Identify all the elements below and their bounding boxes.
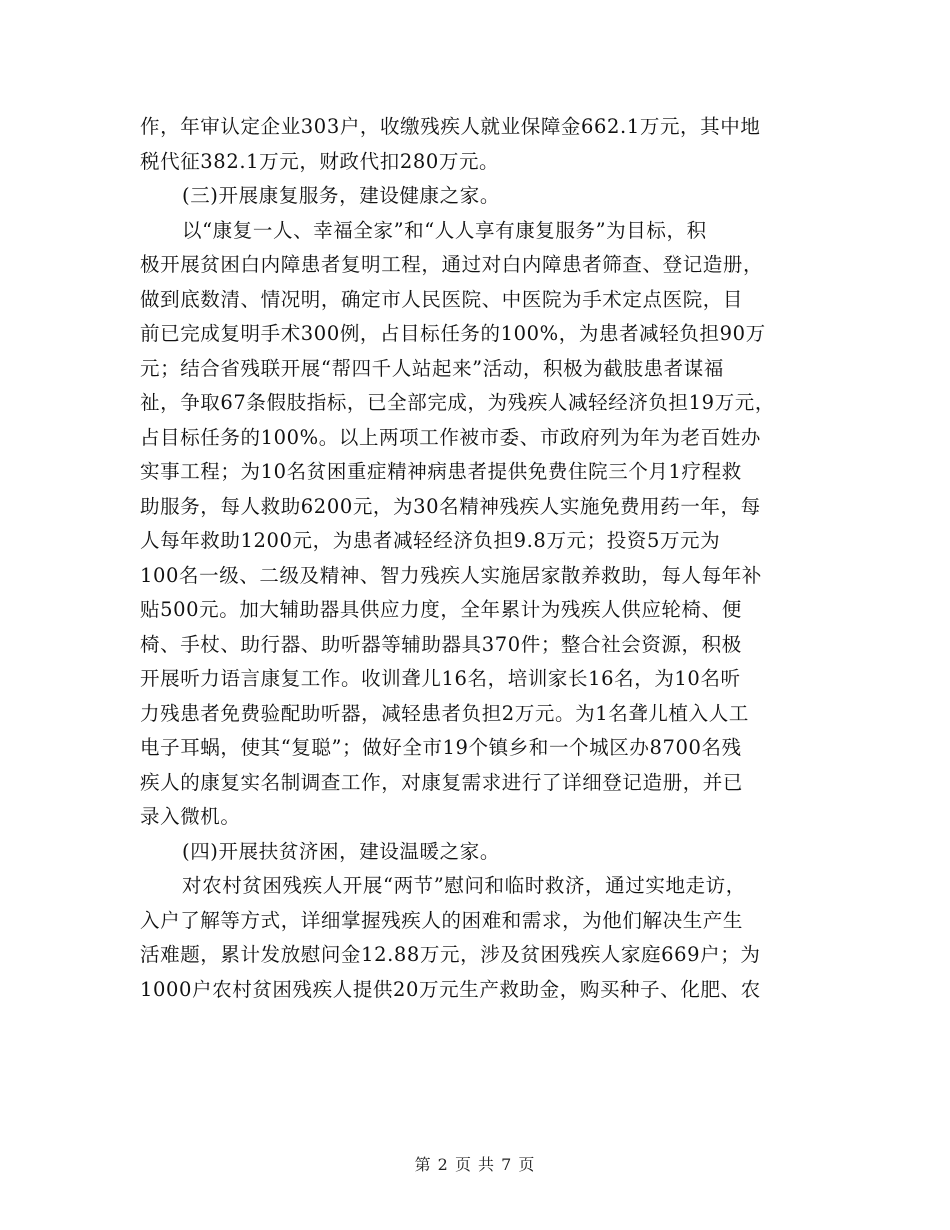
text-line: 祉，争取67条假肢指标，已全部完成，为残疾人减轻经济负担19万元， xyxy=(140,391,775,414)
text-line: 税代征382.1万元，财政代扣280万元。 xyxy=(140,149,500,173)
text-line: 实事工程；为10名贫困重症精神病患者提供免费住院三个月1疗程救 xyxy=(140,460,742,483)
text-line: 助服务，每人救助6200元，为30名精神残疾人实施免费用药一年，每 xyxy=(140,494,761,518)
text-line: 1000户农村贫困残疾人提供20万元生产救助金，购买种子、化肥、农 xyxy=(140,977,761,1001)
text-line: 疾人的康复实名制调查工作，对康复需求进行了详细登记造册，并已 xyxy=(140,770,744,794)
text-line: 椅、手杖、助行器、助听器等辅助器具370件；整合社会资源，积极 xyxy=(140,632,742,656)
text-line: 贴500元。加大辅助器具供应力度，全年累计为残疾人供应轮椅、便 xyxy=(140,598,742,621)
text-line: 极开展贫困白内障患者复明工程，通过对白内障患者筛查、登记造册， xyxy=(140,253,764,276)
paragraph-start: 以“康复一人、幸福全家”和“人人享有康复服务”为目标，积 xyxy=(182,218,707,242)
text-line: 活难题，累计发放慰问金12.88万元，涉及贫困残疾人家庭669户；为 xyxy=(140,943,761,966)
text-line: 作，年审认定企业303户，收缴残疾人就业保障金662.1万元，其中地 xyxy=(140,115,761,138)
text-line: 力残患者免费验配助听器，减轻患者负担2万元。为1名聋儿植入人工 xyxy=(140,701,749,725)
text-line: 元；结合省残联开展“帮四千人站起来”活动，积极为截肢患者谋福 xyxy=(140,356,724,380)
body-text xyxy=(140,110,820,1007)
text-line: 入户了解等方式，详细掌握残疾人的困难和需求，为他们解决生产生 xyxy=(140,908,744,932)
text-line: 做到底数清、情况明，确定市人民医院、中医院为手术定点医院，目 xyxy=(140,287,744,311)
text-line: 电子耳蜗，使其“复聪”；做好全市19个镇乡和一个城区办8700名残 xyxy=(140,736,742,759)
section-heading: (四)开展扶贫济困，建设温暖之家。 xyxy=(182,839,500,863)
paragraph-start: 对农村贫困残疾人开展“两节”慰问和临时救济，通过实地走访， xyxy=(182,874,746,897)
text-line: 占目标任务的100%。以上两项工作被市委、市政府列为年为老百姓办 xyxy=(140,425,761,449)
text-line: 开展听力语言康复工作。收训聋儿16名，培训家长16名，为10名听 xyxy=(140,667,741,690)
text-line: 录入微机。 xyxy=(140,805,241,828)
text-line: 人每年救助1200元，为患者减轻经济负担9.8万元；投资5万元为 xyxy=(140,529,721,552)
text-line: 100名一级、二级及精神、智力残疾人实施居家散养救助，每人每年补 xyxy=(140,563,762,587)
text-line: 前已完成复明手术300例，占目标任务的100%，为患者减轻负担90万 xyxy=(140,322,766,345)
section-heading: (三)开展康复服务，建设健康之家。 xyxy=(182,184,500,207)
page-number-footer: 第 2 页 共 7 页 xyxy=(414,1155,536,1174)
